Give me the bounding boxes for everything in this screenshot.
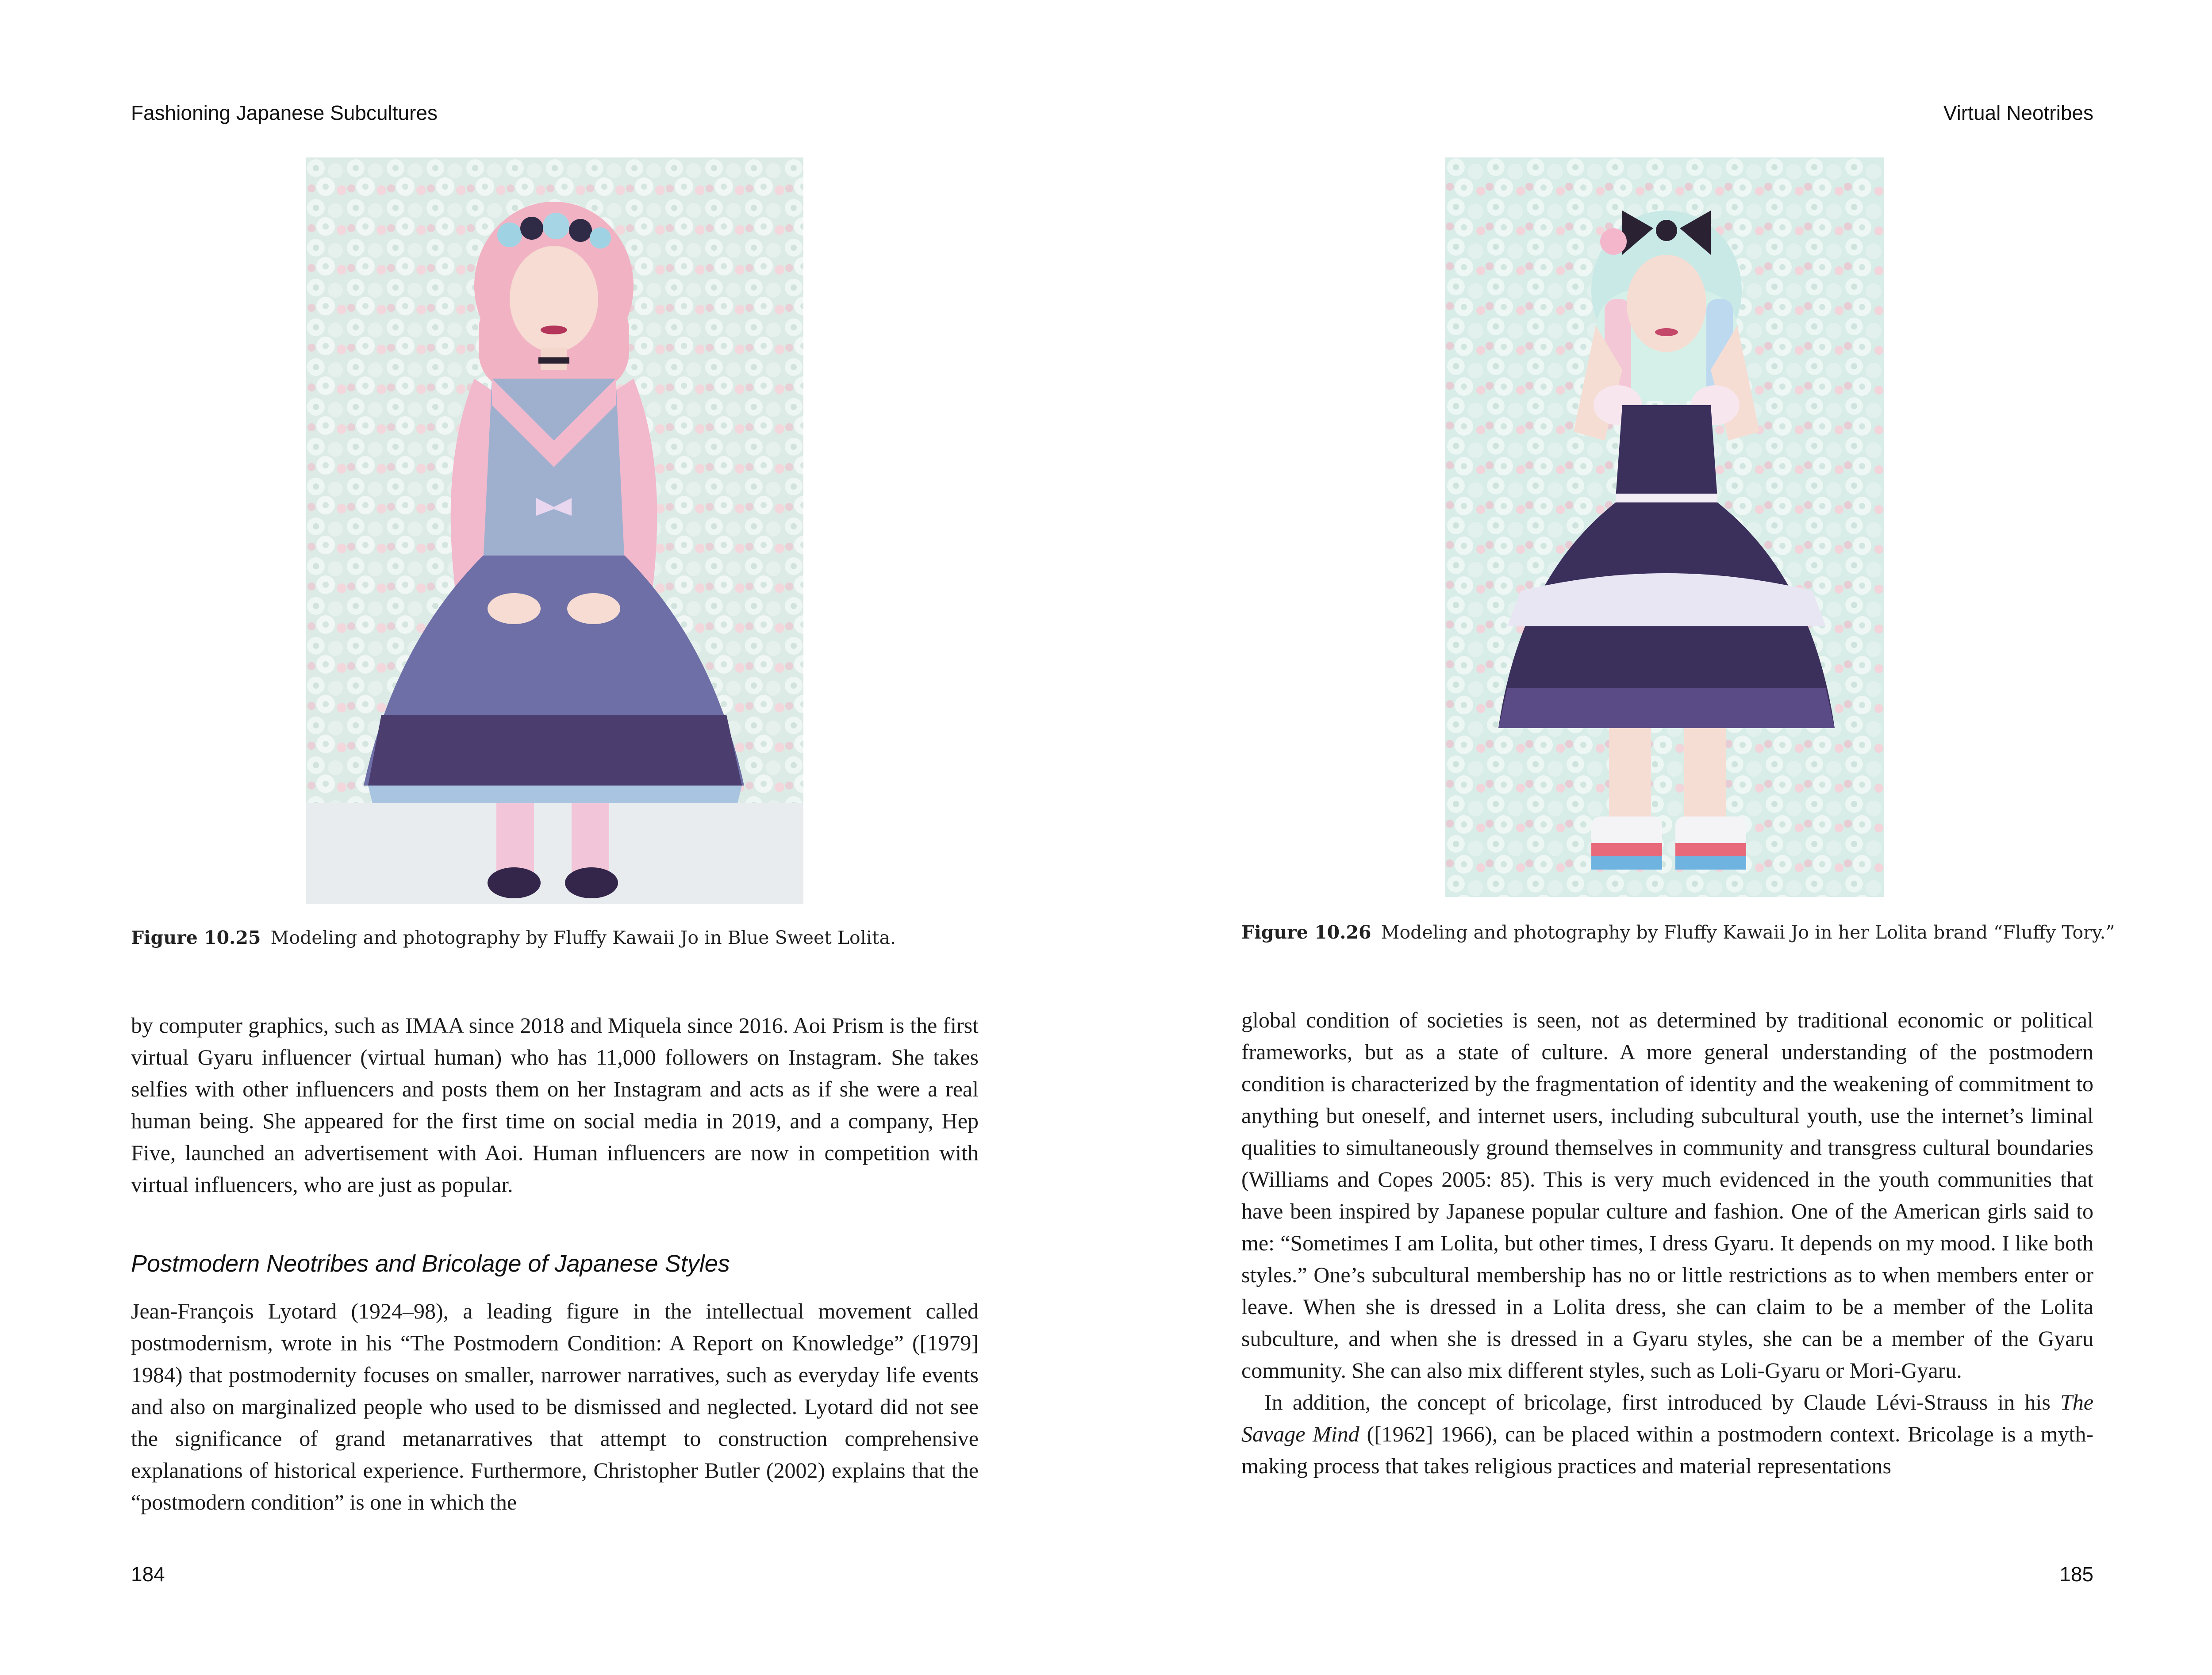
figure-label: Figure 10.26 [1241,922,1371,943]
page-number-right: 185 [2059,1563,2093,1586]
figure-caption-text: Modeling and photography by Fluffy Kawaii Jo in Blue Sweet Lolita. [270,927,896,948]
section-heading: Postmodern Neotribes and Bricolage of Japanese Styles [131,1250,730,1277]
running-head-right: Virtual Neotribes [1943,101,2093,124]
paragraph-text: In addition, the concept of bricolage, first introduced by Claude Lévi-Strauss in his [1264,1390,2060,1414]
figure-label: Figure 10.25 [131,927,261,948]
paragraph [1241,1386,2093,1482]
paragraph: Jean-François Lyotard (1924–98), a leading figure in the intellectual movement called postmodernism, wrote in his “The Postmodern Condition: A Report on Knowledge” ([1979] 1984) that postmodernity focuses on smaller, narrower narratives, such as everyday life events and also on marginalized people who used to be dismissed and neglected. Lyotard did not see the significance of grand metanarratives that attempt to construction comprehensive explanations of historical experience. Furthermore, Christopher Butler (2002) explains that the “postmodern condition” is one in which the [131,1299,979,1514]
figure-caption-right [1241,922,2115,943]
paragraph: global condition of societies is seen, not as determined by traditional economic or political frameworks, but as a state of culture. A more general understanding of the postmodern condition is characterized by the fragmentation of identity and the weakening of commitment to anything but oneself, and internet users, including subcultural youth, use the internet’s liminal qualities to simultaneously ground themselves in community and transgress cultural boundaries (Williams and Copes 2005: 85). This is very much evidenced in the youth communities that have been inspired by Japanese popular culture and fashion. One of the American girls said to me: “Sometimes I am Lolita, but other times, I dress Gyaru. It depends on my mood. I like both styles.” One’s subcultural membership has no or little restrictions as to when members enter or leave. When she is dressed in a Lolita dress, she can claim to be a member of the Lolita subculture, and when she is dressed in a Gyaru styles, she can be a member of the Gyaru community. She can also mix different styles, such as Loli-Gyaru or Mori-Gyaru. [1241,1008,2093,1383]
figure-caption-left [131,927,896,948]
right-page [1106,0,2212,1675]
page-number-left: 184 [131,1563,165,1586]
figure-caption-text: Modeling and photography by Fluffy Kawaii Jo in her Lolita brand “Fluffy Tory.” [1381,922,2115,943]
paragraph-text: ([1962] 1966), can be placed within a postmodern context. Bricolage is a myth-making process that takes religious practices and material representations [1241,1422,2093,1478]
body-text-left-2 [131,1295,979,1518]
figure-10-26-photo [1445,157,1884,897]
paragraph: by computer graphics, such as IMAA since 2018 and Miquela since 2016. Aoi Prism is the first virtual Gyaru influencer (virtual human) who has 11,000 followers on Instagram. She takes selfies with other influencers and posts them on her Instagram and acts as if she were a real human being. She appeared for the first time on social media in 2019, and a company, Hep Five, launched an advertisement with Aoi. Human influencers are now in competition with virtual influencers, who are just as popular. [131,1013,979,1197]
body-text-right [1241,1004,2093,1482]
body-text-left-1 [131,1009,979,1200]
book-title: The Savage Mind [1241,1390,2093,1446]
figure-10-25-photo [306,157,803,904]
running-head-left: Fashioning Japanese Subcultures [131,101,438,124]
